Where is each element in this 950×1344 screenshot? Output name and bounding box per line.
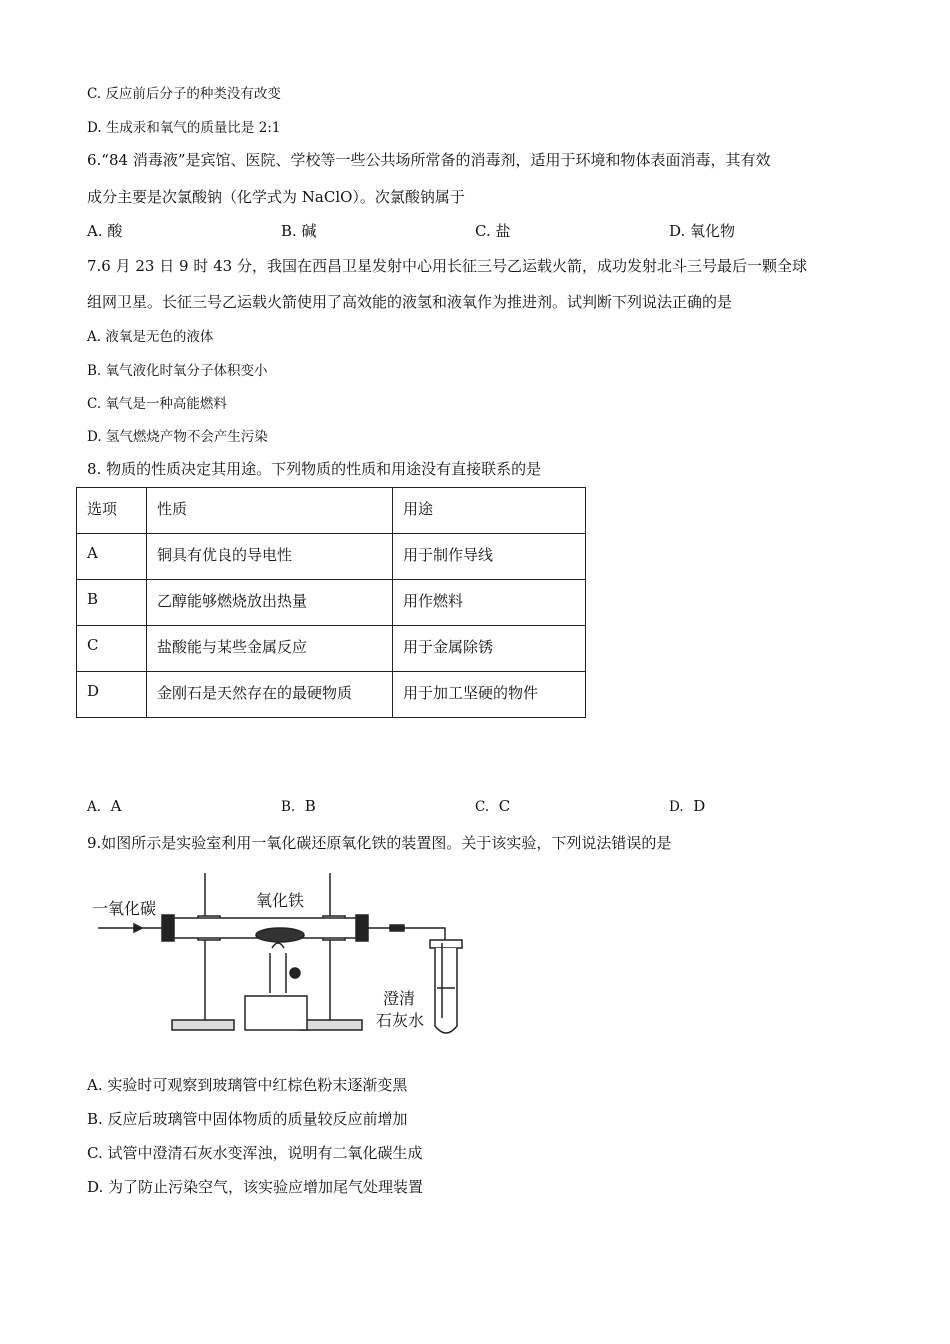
table-cell: 用于加工坚硬的物件 [393,672,586,718]
table-row [77,672,586,718]
q7-option-c: C. 氧气是一种高能燃料 [87,396,227,412]
table-cell: D [77,672,147,718]
table-header-cell: 选项 [77,488,147,534]
arrow-head [134,924,142,932]
table-cell: 盐酸能与某些金属反应 [147,626,393,672]
q8-option-c [475,797,510,815]
q7-stem-line1: 7.6 月 23 日 9 时 43 分，我国在西昌卫星发射中心用长征三号乙运载火箭，成功发射北斗三号最后一颗全球 [87,257,807,275]
powder [256,928,304,942]
table-cell: C [77,626,147,672]
q6-option-c: C. 盐 [475,222,511,240]
label-limewater-1: 澄清 [383,989,416,1008]
table-cell: 乙醇能够燃烧放出热量 [147,580,393,626]
table-row [77,580,586,626]
label-fe2o3: 氧化铁 [256,891,305,910]
table-cell: 金刚石是天然存在的最硬物质 [147,672,393,718]
burner-knob [290,968,300,978]
q9-option-d: D. 为了防止污染空气，该实验应增加尾气处理装置 [87,1178,424,1196]
apparatus-figure [90,868,480,1048]
option-value: A [110,797,122,815]
q6-stem-line2: 成分主要是次氯酸钠（化学式为 NaClO）。次氯酸钠属于 [87,188,465,206]
q8-table [76,487,586,718]
table-cell: 铜具有优良的导电性 [147,534,393,580]
q7-option-b: B. 氧气液化时氧分子体积变小 [87,363,268,379]
option-value: C [498,797,511,815]
q8-option-b [281,797,316,815]
q8-option-d [669,797,705,815]
q7-option-d: D. 氢气燃烧产物不会产生污染 [87,429,268,445]
q8-stem: 8. 物质的性质决定其用途。下列物质的性质和用途没有直接联系的是 [87,460,542,478]
table-header-cell: 性质 [147,488,393,534]
table-row [77,534,586,580]
option-letter: C. [475,799,490,815]
table-cell: 用于制作导线 [393,534,586,580]
q6-option-a: A. 酸 [87,222,123,240]
stand-base [172,1020,234,1030]
q5-option-d: D. 生成汞和氧气的质量比是 2:1 [87,120,281,136]
table-row [77,626,586,672]
table-cell: 用于金属除锈 [393,626,586,672]
q8-option-a [87,797,121,815]
stopper [162,915,174,941]
burner-base [245,996,307,1030]
option-letter: B. [281,799,296,815]
option-value: D [693,797,706,815]
table-cell: B [77,580,147,626]
option-letter: D. [669,799,684,815]
stand-base [300,1020,362,1030]
table-header-cell: 用途 [393,488,586,534]
q7-option-a: A. 液氧是无色的液体 [87,329,214,345]
table-cell: 用作燃料 [393,580,586,626]
option-letter: A. [87,799,102,815]
table-cell: A [77,534,147,580]
label-limewater-2: 石灰水 [376,1011,425,1030]
q9-stem: 9.如图所示是实验室利用一氧化碳还原氧化铁的装置图。关于该实验，下列说法错误的是 [87,834,672,852]
q9-option-a: A. 实验时可观察到玻璃管中红棕色粉末逐渐变黑 [87,1076,408,1094]
test-tube-stopper [430,940,462,948]
q6-stem-line1: 6.“84 消毒液”是宾馆、医院、学校等一些公共场所常备的消毒剂，适用于环境和物体表面消毒，其有效 [87,151,771,169]
q6-option-b: B. 碱 [281,222,317,240]
label-co: 一氧化碳 [92,899,157,918]
test-tube [435,948,457,1033]
option-value: B [304,797,316,815]
table-header-row [77,488,586,534]
connector [390,925,404,931]
q5-option-c: C. 反应前后分子的种类没有改变 [87,86,281,102]
q7-stem-line2: 组网卫星。长征三号乙运载火箭使用了高效能的液氢和液氧作为推进剂。试判断下列说法正确的是 [87,293,733,311]
q9-option-b: B. 反应后玻璃管中固体物质的质量较反应前增加 [87,1110,408,1128]
stopper [356,915,368,941]
q6-option-d: D. 氧化物 [669,222,736,240]
q9-option-c: C. 试管中澄清石灰水变浑浊，说明有二氧化碳生成 [87,1144,423,1162]
flame [272,943,284,948]
